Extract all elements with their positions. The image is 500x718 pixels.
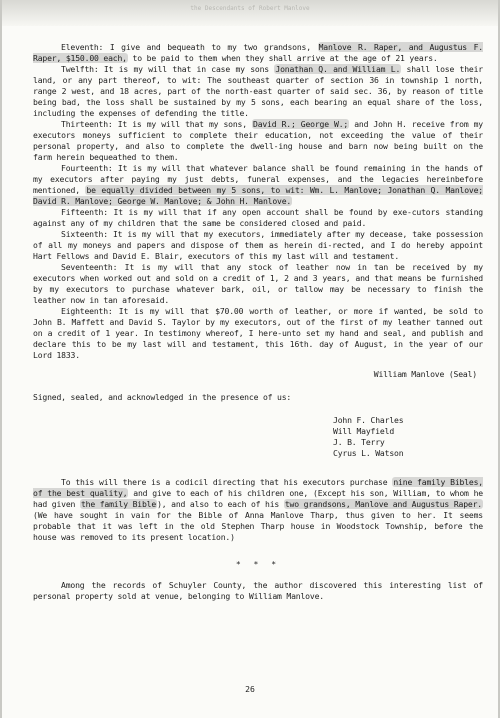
clause-fifteenth: Fifteenth: It is my will that if any open account shall be found by exe-cutors standing against any of my children that the same be considered closed and paid. <box>33 207 483 228</box>
codicil-paragraph: To this will there is a codicil directing that his executors purchase nine family Bibles, of the best quality, and give to each of his children one, (Except his son, William, to whom he had given the family Bible), and also to each of his two grandsons, Manlove and Augustus Raper. (We have sought in vain for the Bible of Anna Manlove Tharp, thus given to her. It seems probable that it was left in the old Stephen Tharp house in Woodstock Township, before the house was removed to its present location.) <box>33 477 483 542</box>
closing-paragraph: Among the records of Schuyler County, the author discovered this interesting list of personal property sold at venue, belonging to William Manlove. <box>33 580 483 601</box>
witness-name: Cyrus L. Watson <box>333 448 404 458</box>
clause-sixteenth: Sixteenth: It is my will that my executors, immediately after my decease, take possession of all my moneys and papers and dispose of them as herein di-rected, and I do hereby appoint Hart Fellows and David E. Blair, executors of this my last will and testament. <box>33 229 483 261</box>
bleed-through-header: the Descendants of Robert Manlove <box>2 0 498 26</box>
highlight: Jonathan Q. and William L. <box>275 64 401 74</box>
clause-eleventh: Eleventh: I give and bequeath to my two grandsons, Manlove R. Raper, and Augustus F. Raper, $150.00 each, to be paid to them when they shall arrive at the age of 21 years. <box>33 42 483 63</box>
highlight: the family Bible <box>80 499 157 509</box>
highlight: be equally divided between my 5 sons, to wit: Wm. L. Manlove; Jonathan Q. Manlove; David R. Manlove; George W. Manlove; & John H. Manlove. <box>33 185 483 206</box>
clause-fourteenth: Fourteenth: It is my will that whatever balance shall be found remaining in the hands of my executors after paying my just debts, funeral expenses, and the legacies hereinbefore mentioned, be equally divided between my 5 sons, to wit: Wm. L. Manlove; Jonathan Q. Manlove; David R. Manlove; George W. Manlove; & John H. Manlove. <box>33 163 483 206</box>
witness-name: J. B. Terry <box>333 437 385 447</box>
clause-seventeenth: Seventeenth: It is my will that any stock of leather now in tan be received by my executors when worked out and sold on a credit of 1, 2 and 3 years, and that means be furnished by my executors to purchase whatever bark, oil, or tallow may be necessary to finish the leather now in tan aforesaid. <box>33 262 483 305</box>
witness-name: Will Mayfield <box>333 426 395 436</box>
clause-thirteenth: Thirteenth: It is my will that my sons, David R.; George W.; and John H. receive from my executors moneys sufficient to complete their education, not exceeding the value of their personal property, and also to complete the dwell-ing house and barn now being built on the farm herein bequeathed to them. <box>33 119 484 162</box>
attestation-line: Signed, sealed, and acknowledged in the presence of us: <box>33 392 292 402</box>
witness-name: John F. Charles <box>333 415 404 425</box>
highlight: two grandsons, Manlove and Augustus Raper. <box>284 499 482 509</box>
will-text <box>33 42 483 602</box>
highlight: Manlove R. Raper, and Augustus F. Raper, $150.00 each, <box>33 42 483 63</box>
testator-signature: William Manlove (Seal) <box>373 369 477 379</box>
clause-eighteenth: Eighteenth: It is my will that $70.00 worth of leather, or more if wanted, be sold to John B. Maffett and David S. Taylor by my executors, out of the first of my leather tanned out on a credit of 1 year. In testimony whereof, I here-unto set my hand and seal, and publish and declare this to be my last will and testament, this 16th. day of August, in the year of our Lord 1833. <box>33 306 483 360</box>
section-separator: * * * <box>235 559 281 569</box>
clause-twelfth: Twelfth: It is my will that in case my sons Jonathan Q. and William L. shall lose their land, or any part thereof, to wit: The southeast quarter of section 36 in township 1 north, range 2 west, and 18 acres, part of the north-east quarter of said sec. 36, by reason of title being bad, the loss shall be sustained by my 5 sons, each bearing an equal share of the loss, including the expenses of defending the title. <box>33 64 484 118</box>
witness-list <box>333 415 483 459</box>
highlight: David R.; George W.; <box>253 119 349 129</box>
highlight: nine family Bibles, of the best quality, <box>33 477 483 498</box>
page-number: 26 <box>245 684 255 694</box>
